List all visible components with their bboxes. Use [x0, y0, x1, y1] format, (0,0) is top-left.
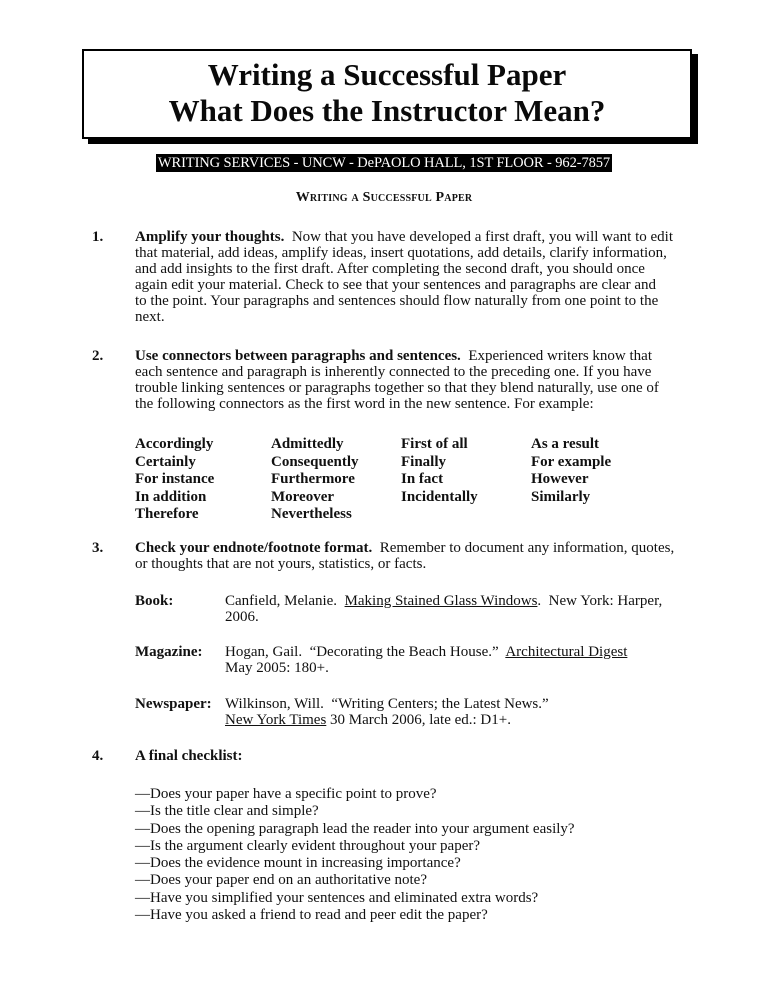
item-line — [135, 540, 695, 556]
item-line — [135, 229, 695, 245]
connector-word: Consequently — [271, 453, 359, 470]
citation-title: New York Times — [225, 712, 327, 728]
connector-word: However — [531, 471, 589, 487]
connector-word: Moreover — [271, 488, 335, 505]
item-lead: Use connectors between paragraphs and sentences. — [135, 348, 461, 364]
connector-word: First of all — [401, 436, 468, 452]
checklist-item: —Is the title clear and simple? — [135, 803, 319, 820]
item-lead: Check your endnote/footnote format. — [135, 540, 373, 556]
connector-word: In addition — [135, 488, 207, 505]
connector-word: Incidentally — [401, 488, 478, 505]
item-number: 4. — [92, 748, 104, 764]
title-box — [82, 49, 692, 139]
item-line: and add insights to the first draft. After completing the second draft, you should once — [135, 261, 645, 277]
item-line: again edit your material. Check to see that your sentences and paragraphs are clear and — [135, 277, 657, 293]
connector-word: For example — [531, 453, 612, 470]
citation-line — [225, 593, 705, 609]
item-line: the following connectors as the first word in the new sentence. For example: — [135, 396, 594, 412]
item-body — [135, 748, 695, 764]
connector-word: Therefore — [135, 506, 199, 522]
citation-line — [225, 712, 705, 728]
citation-title: Making Stained Glass Windows — [344, 593, 538, 609]
checklist-item: —Does your paper end on an authoritative note? — [135, 872, 427, 889]
item-number: 1. — [92, 229, 104, 245]
citation-line — [225, 644, 705, 660]
connector-word: Furthermore — [271, 471, 355, 487]
connector-word: Nevertheless — [271, 506, 352, 522]
contact-banner: WRITING SERVICES - UNCW - DePAOLO HALL, 1ST FLOOR - 962-7857 — [157, 155, 611, 171]
item-lead: Amplify your thoughts. — [135, 229, 285, 245]
item-body — [135, 348, 695, 412]
item-line: that material, add ideas, amplify ideas, insert quotations, add details, clarify information, — [135, 245, 667, 261]
citation-label: Book: — [135, 593, 174, 609]
connector-word: For instance — [135, 471, 215, 487]
citation-text — [225, 593, 705, 625]
citation-author: Canfield, Melanie. — [225, 593, 345, 609]
connectors-column-4 — [531, 436, 611, 506]
banner-container — [0, 154, 768, 172]
citation-details: 30 March 2006, late ed.: D1+. — [326, 712, 511, 728]
connector-word: Admittedly — [271, 436, 344, 452]
citation-line: Wilkinson, Will. “Writing Centers; the Latest News.” — [225, 696, 549, 712]
title-line-1: Writing a Successful Paper — [207, 57, 567, 92]
connector-word: As a result — [531, 436, 600, 452]
item-text: Now that you have developed a first draft, you will want to edit — [291, 229, 673, 245]
connector-word: Certainly — [135, 453, 196, 470]
item-line: each sentence and paragraph is inherently connected to the preceding one. If you have — [135, 364, 652, 380]
citation-text — [225, 644, 705, 676]
citation-author: Hogan, Gail. “Decorating the Beach House.” — [225, 644, 506, 660]
item-line: next. — [135, 309, 165, 325]
connector-word: In fact — [401, 471, 444, 487]
checklist-item: —Does the opening paragraph lead the reader into your argument easily? — [135, 820, 575, 837]
checklist-item: —Does your paper have a specific point to prove? — [135, 786, 437, 802]
item-text: Experienced writers know that — [468, 348, 652, 364]
item-body — [135, 229, 695, 325]
connector-word: Accordingly — [135, 436, 214, 452]
checklist-item: —Have you simplified your sentences and eliminated extra words? — [135, 889, 539, 906]
citation-publisher: . New York: Harper, — [537, 593, 663, 609]
item-line — [135, 348, 695, 364]
citation-text — [225, 696, 705, 728]
checklist-item: —Is the argument clearly evident throughout your paper? — [135, 837, 481, 854]
citation-label: Magazine: — [135, 644, 203, 660]
connectors-column-1 — [135, 436, 214, 524]
item-line: or thoughts that are not yours, statistics, or facts. — [135, 556, 427, 572]
connector-word: Similarly — [531, 488, 591, 505]
section-heading: Writing a Successful Paper — [295, 190, 473, 205]
item-line: trouble linking sentences or paragraphs together so that they blend naturally, use one of — [135, 380, 659, 396]
item-lead: A final checklist: — [135, 748, 243, 764]
connectors-column-3 — [401, 436, 478, 506]
citation-label: Newspaper: — [135, 696, 212, 712]
item-text: Remember to document any information, quotes, — [379, 540, 675, 556]
citation-line: May 2005: 180+. — [225, 660, 329, 676]
connector-word: Finally — [401, 453, 447, 470]
item-line: to the point. Your paragraphs and sentences should flow naturally from one point to the — [135, 293, 659, 309]
connectors-column-2 — [271, 436, 359, 524]
citation-title: Architectural Digest — [505, 644, 628, 660]
item-number: 2. — [92, 348, 104, 364]
item-body — [135, 540, 695, 572]
final-checklist — [135, 786, 695, 924]
citation-line: 2006. — [225, 609, 259, 625]
title-line-2: What Does the Instructor Mean? — [168, 93, 606, 128]
checklist-item: —Does the evidence mount in increasing importance? — [135, 855, 461, 872]
checklist-item: —Have you asked a friend to read and peer edit the paper? — [135, 907, 488, 924]
item-number: 3. — [92, 540, 104, 556]
